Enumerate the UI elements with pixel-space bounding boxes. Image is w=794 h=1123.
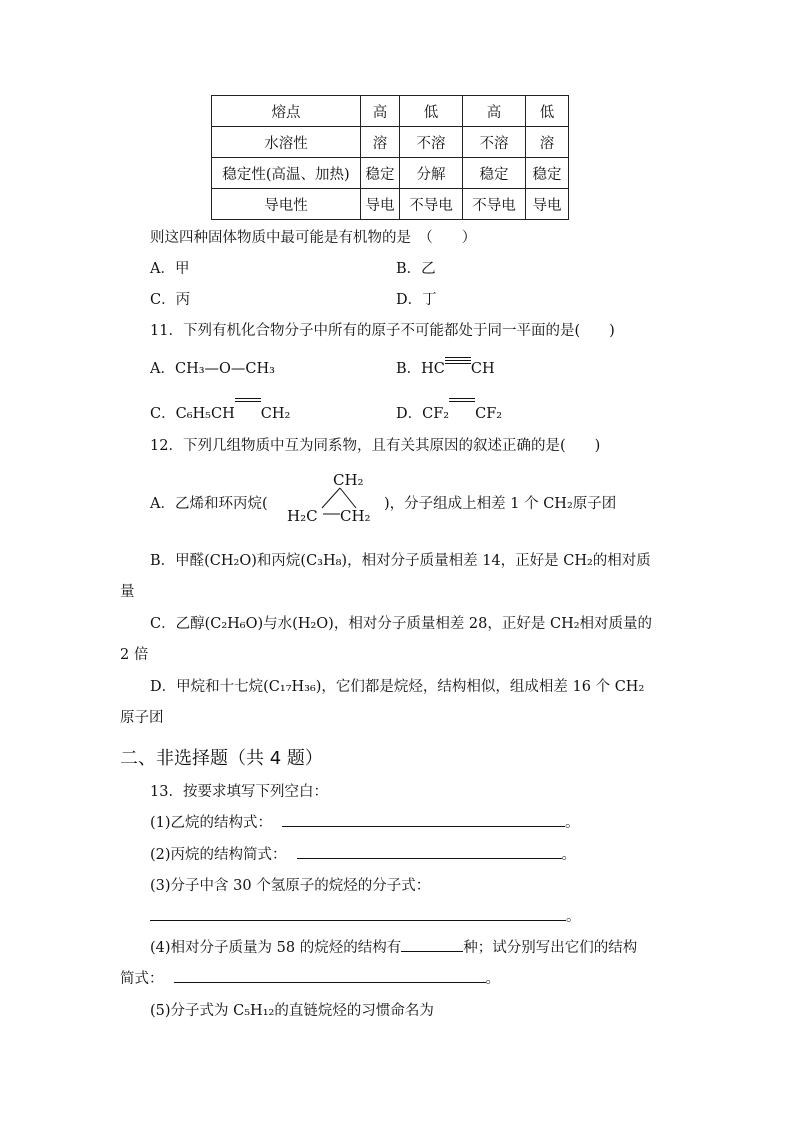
value-cell: 分解 — [400, 158, 463, 189]
triple-bond — [445, 359, 471, 373]
q11-option-b-right: CH — [470, 361, 495, 377]
value-cell: 不导电 — [463, 189, 526, 220]
q12-option-b-line2: 量 — [120, 584, 135, 600]
table-row — [212, 189, 569, 220]
q11-option-c-left: C₆H₅CH — [175, 406, 235, 422]
value-cell: 导电 — [526, 189, 569, 220]
q10-option-b: B．乙 — [396, 261, 436, 277]
q13-part3-answer — [150, 905, 581, 926]
period: 。 — [485, 971, 500, 987]
q11-option-c — [150, 402, 290, 423]
properties-table — [211, 95, 569, 220]
q12-option-d-line1: D．甲烷和十七烷(C₁₇H₃₆)，它们都是烷烃，结构相似，组成相差 16 个 CH₂ — [150, 679, 645, 695]
value-cell: 导电 — [361, 189, 400, 220]
value-cell: 不溶 — [463, 127, 526, 158]
q11-option-d-left: CF₂ — [422, 406, 450, 422]
q10-stem: 则这四种固体物质中最可能是有机物的是 （ ） — [150, 230, 477, 246]
q11-option-b-label: B． — [396, 361, 422, 377]
property-label-cell: 熔点 — [212, 96, 361, 127]
double-bond — [449, 404, 475, 418]
answer-blank[interactable] — [150, 906, 566, 921]
value-cell: 溶 — [526, 127, 569, 158]
q11-option-a — [150, 357, 275, 378]
q11-option-a-formula: CH₃—O—CH₃ — [174, 361, 275, 377]
q10-option-c: C．丙 — [150, 292, 191, 308]
period: 。 — [561, 847, 577, 863]
q13-part1 — [150, 811, 580, 832]
q12-option-c-line1: C．乙醇(C₂H₆O)与水(H₂O)，相对分子质量相差 28，正好是 CH₂相对质量的 — [150, 616, 653, 632]
q13-part1-label: (1)乙烷的结构式： — [150, 815, 273, 831]
q13-part3: (3)分子中含 30 个氢原子的烷烃的分子式： — [150, 878, 431, 894]
q13-stem: 13．按要求填写下列空白： — [150, 784, 328, 800]
q12-option-b-line1: B．甲醛(CH₂O)和丙烷(C₃H₈)，相对分子质量相差 14，正好是 CH₂的相对质 — [150, 553, 651, 569]
section-title: 二、非选择题（共 4 题） — [120, 748, 323, 769]
q11-option-c-label: C． — [150, 406, 176, 422]
ring-left-h2c: H₂C — [287, 507, 318, 525]
value-cell: 低 — [526, 96, 569, 127]
period: 。 — [565, 815, 580, 831]
value-cell: 稳定 — [526, 158, 569, 189]
q10-option-a: A．甲 — [150, 261, 190, 277]
table-row — [212, 127, 569, 158]
table-row — [212, 158, 569, 189]
q11-option-d — [396, 402, 502, 423]
q12-option-a-post: )，分子组成上相差 1 个 CH₂原子团 — [384, 496, 617, 512]
q13-part5: (5)分子式为 C₅H₁₂的直链烷烃的习惯命名为 — [150, 1003, 434, 1019]
property-label-cell: 稳定性(高温、加热) — [212, 158, 361, 189]
q13-part2 — [150, 843, 576, 864]
q13-part4-line2 — [120, 967, 500, 988]
q12-option-d-line2: 原子团 — [120, 710, 164, 726]
q11-option-b — [396, 357, 495, 378]
value-cell: 稳定 — [361, 158, 400, 189]
answer-blank[interactable] — [174, 968, 486, 983]
answer-blank[interactable] — [282, 812, 565, 827]
q11-stem: 11．下列有机化合物分子中所有的原子不可能都处于同一平面的是( ) — [150, 323, 615, 339]
table-row — [212, 96, 569, 127]
q11-option-c-right: CH₂ — [260, 406, 291, 422]
q13-part4-label-3: 简式： — [120, 971, 164, 987]
value-cell: 稳定 — [463, 158, 526, 189]
value-cell: 高 — [463, 96, 526, 127]
period: 。 — [566, 909, 581, 925]
q13-part4-label-2: 种；试分别写出它们的结构 — [463, 940, 638, 956]
answer-blank[interactable] — [297, 844, 562, 859]
value-cell: 高 — [361, 96, 400, 127]
answer-blank[interactable] — [401, 937, 463, 952]
value-cell: 溶 — [361, 127, 400, 158]
q13-part2-label: (2)丙烷的结构简式： — [150, 847, 287, 863]
value-cell: 不导电 — [400, 189, 463, 220]
ring-right-ch2: CH₂ — [340, 507, 371, 525]
q13-part4-label: (4)相对分子质量为 58 的烷烃的结构有 — [150, 940, 402, 956]
q12-option-a-pre: A．乙烯和环丙烷( — [150, 496, 268, 512]
q11-option-d-label: D． — [396, 406, 423, 422]
q10-option-d: D．丁 — [396, 292, 437, 308]
ring-top-ch2: CH₂ — [333, 471, 364, 489]
q12-stem: 12．下列几组物质中互为同系物，且有关其原因的叙述正确的是( ) — [150, 438, 601, 454]
q12-option-c-line2: 2 倍 — [120, 647, 149, 663]
value-cell: 不溶 — [400, 127, 463, 158]
value-cell: 低 — [400, 96, 463, 127]
q11-option-b-left: HC — [421, 361, 445, 377]
q11-option-d-right: CF₂ — [475, 406, 503, 422]
q13-part4 — [150, 936, 637, 957]
double-bond — [235, 404, 261, 418]
q11-option-a-label: A． — [150, 361, 175, 377]
property-label-cell: 导电性 — [212, 189, 361, 220]
cyclopropane-bonds — [318, 484, 368, 518]
property-label-cell: 水溶性 — [212, 127, 361, 158]
